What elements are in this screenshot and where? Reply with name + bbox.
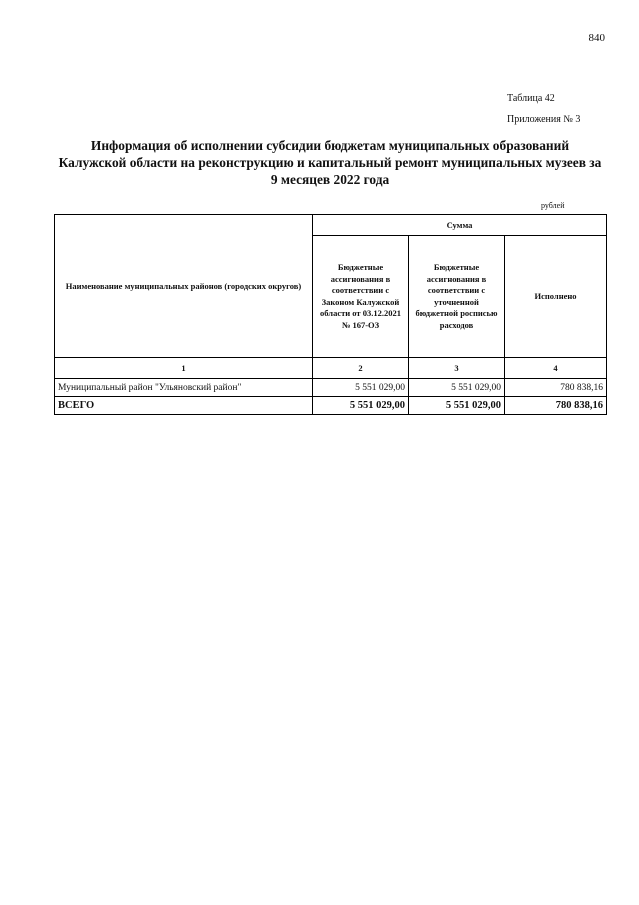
subsidy-table bbox=[54, 214, 607, 415]
column-number: 1 bbox=[55, 358, 313, 379]
header-col-law: Бюджетные ассигнования в соответствии с Законом Калужской области от 03.12.2021 № 167-ОЗ bbox=[313, 236, 409, 358]
table-number: Таблица 42 bbox=[507, 93, 555, 104]
header-sum-group: Сумма bbox=[313, 215, 607, 236]
units-label: рублей bbox=[541, 201, 565, 210]
law-amount: 5 551 029,00 bbox=[313, 379, 409, 397]
title-line: Информация об исполнении субсидии бюджетам муниципальных образований bbox=[90, 138, 570, 153]
district-name: Муниципальный район "Ульяновский район" bbox=[55, 379, 313, 397]
column-number: 3 bbox=[409, 358, 505, 379]
column-number: 2 bbox=[313, 358, 409, 379]
header-name-col: Наименование муниципальных районов (городских округов) bbox=[55, 215, 313, 358]
refined-amount: 5 551 029,00 bbox=[409, 379, 505, 397]
table-row bbox=[55, 379, 607, 397]
appendix-label: Приложения № 3 bbox=[507, 114, 581, 125]
total-refined-amount: 5 551 029,00 bbox=[409, 397, 505, 415]
header-col-executed: Исполнено bbox=[505, 236, 607, 358]
total-row bbox=[55, 397, 607, 415]
total-executed-amount: 780 838,16 bbox=[505, 397, 607, 415]
title-line: 9 месяцев 2022 года bbox=[270, 172, 390, 187]
title-line: Калужской области на реконструкцию и капитальный ремонт муниципальных музеев за bbox=[58, 155, 602, 170]
total-label: ВСЕГО bbox=[55, 397, 313, 415]
column-number: 4 bbox=[505, 358, 607, 379]
page-number: 840 bbox=[588, 32, 605, 44]
document-title bbox=[50, 137, 610, 188]
executed-amount: 780 838,16 bbox=[505, 379, 607, 397]
header-col-refined: Бюджетные ассигнования в соответствии с уточненной бюджетной росписью расходов bbox=[409, 236, 505, 358]
total-law-amount: 5 551 029,00 bbox=[313, 397, 409, 415]
